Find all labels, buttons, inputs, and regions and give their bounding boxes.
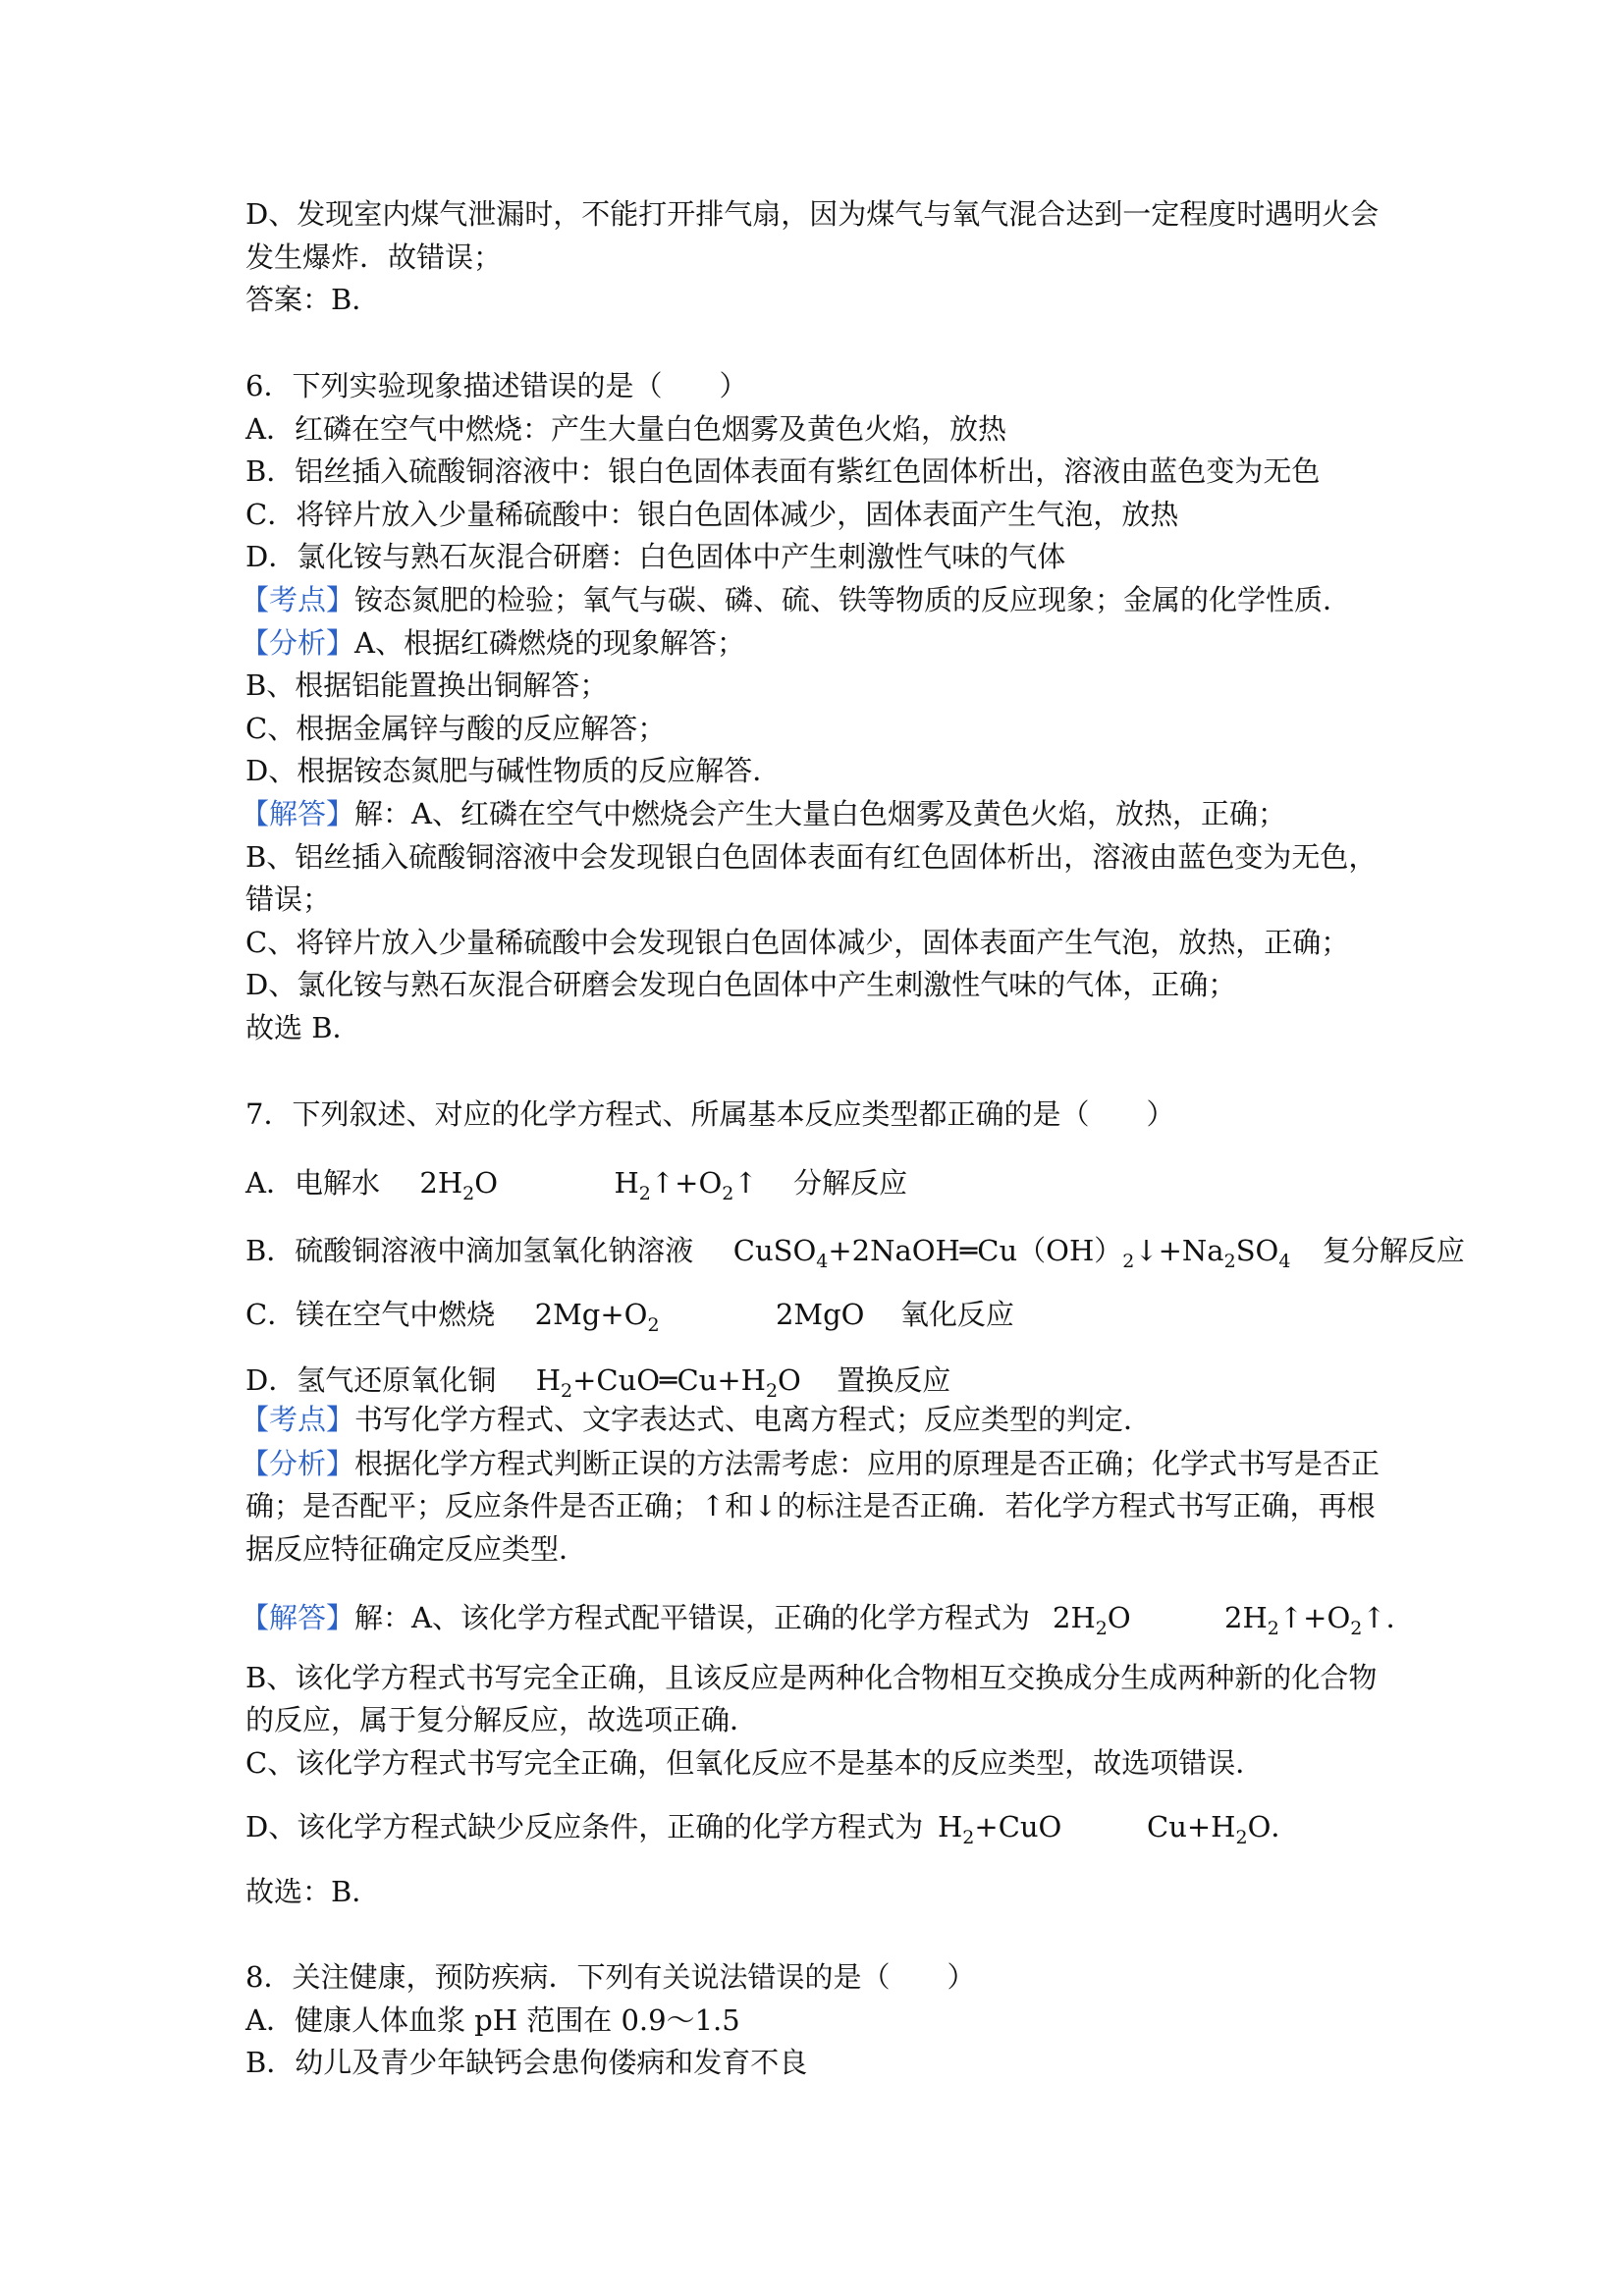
equation-rhs: $Cu+H_2O$．	[1147, 1810, 1300, 1848]
answer-line: 故选：B．	[245, 1875, 381, 1908]
reaction-type: 分解反应	[793, 1166, 908, 1200]
text-line: D、氯化铵与熟石灰混合研磨会发现白色固体中产生刺激性气味的气体，正确；	[245, 968, 1237, 1001]
kaodian-text: 铵态氮肥的检验；氧气与碳、磷、硫、铁等物质的反应现象；金属的化学性质．	[354, 583, 1352, 616]
q7-fenxi-line	[241, 1446, 1380, 1481]
text-line: D、根据铵态氮肥与碱性物质的反应解答．	[245, 754, 782, 787]
option-label: D．氢气还原氧化铜	[245, 1363, 497, 1397]
text-line: B、根据铝能置换出铜解答；	[245, 668, 609, 702]
answer-line: 答案：B．	[245, 283, 381, 316]
reaction-type: 置换反应	[837, 1363, 951, 1397]
jieda-text: 解：A、红磷在空气中燃烧会产生大量白色烟雾及黄色火焰，放热，正确；	[354, 797, 1286, 830]
equation-rhs: $2H_2↑+O_2↑$．	[1224, 1601, 1415, 1639]
text-line: C、根据金属锌与酸的反应解答；	[245, 712, 667, 745]
equation-rhs: 2MgO	[775, 1298, 865, 1331]
kaodian-tag: 【考点】	[241, 1403, 355, 1436]
option-label: C．镁在空气中燃烧	[245, 1298, 496, 1331]
q6-jieda-line	[241, 796, 1286, 831]
q6-kaodian-line	[241, 582, 1351, 617]
question-7-option-c	[245, 1297, 1014, 1336]
equation-lhs: $2Mg+O_2$	[534, 1298, 660, 1336]
equation-rhs: $H_2↑+O_2↑$	[614, 1166, 758, 1204]
equation: $CuSO_4+2NaOH═Cu(OH)_2↓+Na_2SO_4$	[732, 1234, 1291, 1272]
equation-lhs: $2H_2O$	[1053, 1601, 1131, 1639]
reaction-type: 复分解反应	[1322, 1234, 1465, 1267]
q6-fenxi-line	[241, 625, 745, 661]
text-line: D、该化学方程式缺少反应条件，正确的化学方程式为	[245, 1810, 924, 1843]
question-7-stem: 7．下列叙述、对应的化学方程式、所属基本反应类型都正确的是（ ）	[245, 1097, 1175, 1131]
text-line: C、该化学方程式书写完全正确，但氧化反应不是基本的反应类型，故选项错误．	[245, 1746, 1265, 1780]
kaodian-tag: 【考点】	[241, 583, 355, 616]
answer-line: 故选 B．	[245, 1011, 361, 1044]
jieda-text: 解：A、该化学方程式配平错误，正确的化学方程式为	[354, 1601, 1030, 1634]
question-6-option-c: C．将锌片放入少量稀硫酸中：银白色固体减少，固体表面产生气泡，放热	[245, 498, 1179, 531]
question-8-option-a: A．健康人体血浆 pH 范围在 0.9～1.5	[245, 2003, 740, 2037]
option-label: A．电解水	[245, 1166, 380, 1200]
text-line: 发生爆炸．故错误；	[245, 240, 503, 274]
text-line: D、发现室内煤气泄漏时，不能打开排气扇，因为煤气与氧气混合达到一定程度时遇明火会	[245, 197, 1380, 231]
fenxi-text: 根据化学方程式判断正误的方法需考虑：应用的原理是否正确；化学式书写是否正	[354, 1447, 1380, 1480]
text-line: 确；是否配平；反应条件是否正确；↑和↓的标注是否正确．若化学方程式书写正确，再根	[245, 1489, 1376, 1522]
text-line: 据反应特征确定反应类型．	[245, 1532, 588, 1566]
equation-lhs: $2H_2O$	[419, 1166, 499, 1204]
kaodian-text: 书写化学方程式、文字表达式、电离方程式；反应类型的判定．	[354, 1403, 1153, 1436]
text-line: B、铝丝插入硫酸铜溶液中会发现银白色固体表面有红色固体析出，溶液由蓝色变为无色，	[245, 840, 1378, 874]
text-line: B、该化学方程式书写完全正确，且该反应是两种化合物相互交换成分生成两种新的化合物	[245, 1661, 1378, 1694]
question-6-stem: 6．下列实验现象描述错误的是（ ）	[245, 369, 748, 402]
fenxi-text: A、根据红磷燃烧的现象解答；	[354, 626, 745, 660]
text-line: 的反应，属于复分解反应，故选项正确．	[245, 1703, 759, 1736]
equation-lhs: $H_2+CuO$	[938, 1810, 1062, 1848]
question-7-option-a	[245, 1165, 908, 1204]
q7-kaodian-line	[241, 1402, 1152, 1437]
jieda-tag: 【解答】	[241, 797, 355, 830]
question-6-option-d: D．氯化铵与熟石灰混合研磨：白色固体中产生刺激性气味的气体	[245, 540, 1066, 573]
text-line: 错误；	[245, 882, 332, 916]
question-6-option-a: A．红磷在空气中燃烧：产生大量白色烟雾及黄色火焰，放热	[245, 412, 1006, 446]
question-7-option-d	[245, 1362, 951, 1402]
jieda-tag: 【解答】	[241, 1601, 355, 1634]
reaction-type: 氧化反应	[899, 1298, 1014, 1331]
question-8-stem: 8．关注健康，预防疾病．下列有关说法错误的是（ ）	[245, 1960, 976, 1994]
fenxi-tag: 【分析】	[241, 1447, 355, 1480]
text-line: C、将锌片放入少量稀硫酸中会发现银白色固体减少，固体表面产生气泡，放热，正确；	[245, 926, 1350, 959]
question-6-option-b: B．铝丝插入硫酸铜溶液中：银白色固体表面有紫红色固体析出，溶液由蓝色变为无色	[245, 454, 1321, 488]
q7-jieda-line	[241, 1600, 1030, 1635]
equation: $H_2+CuO═Cu+H_2O$	[535, 1363, 801, 1402]
question-8-option-b: B．幼儿及青少年缺钙会患佝偻病和发育不良	[245, 2046, 808, 2079]
option-label: B．硫酸铜溶液中滴加氢氧化钠溶液	[245, 1234, 694, 1267]
fenxi-tag: 【分析】	[241, 626, 355, 660]
question-7-option-b	[245, 1233, 1465, 1272]
